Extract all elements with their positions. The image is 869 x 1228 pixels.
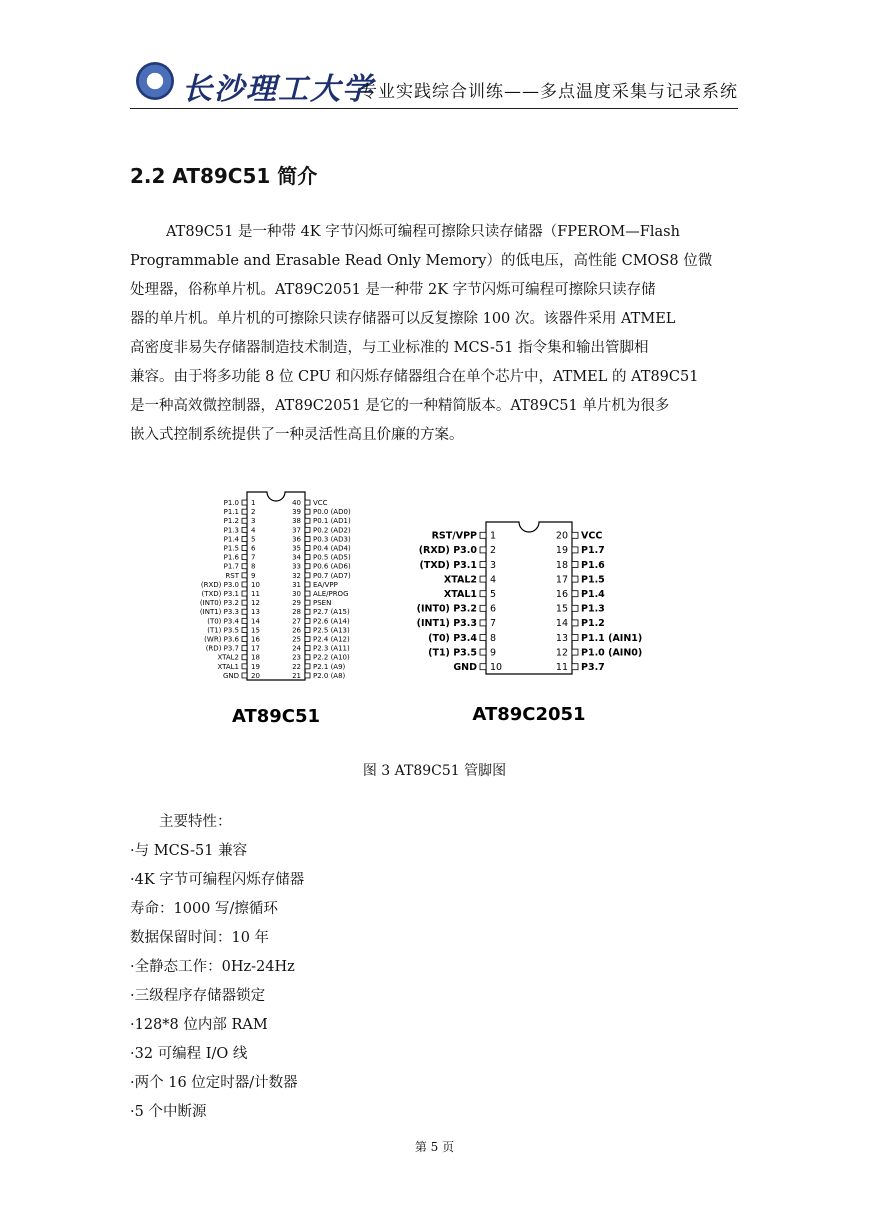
- pin-number: 10: [490, 662, 503, 674]
- pin-label: (INT1) P3.3: [199, 608, 239, 617]
- pin-label: (INT1) P3.3: [416, 618, 477, 630]
- pin-label: (T0) P3.4: [207, 617, 239, 626]
- pin-number: 5: [251, 535, 256, 544]
- pin-number: 33: [292, 562, 301, 571]
- pin-label: P1.7: [223, 562, 239, 571]
- pin-marker: [480, 605, 486, 611]
- pin-marker: [305, 564, 310, 569]
- figure-caption: 图 3 AT89C51 管脚图: [362, 763, 507, 779]
- pin-marker: [242, 655, 247, 660]
- pin-marker: [242, 527, 247, 532]
- feature-item: ·与 MCS-51 兼容: [130, 843, 248, 859]
- pin-label: P1.6: [223, 553, 239, 562]
- pin-marker: [305, 637, 310, 642]
- pin-marker: [305, 673, 310, 678]
- pin-marker: [305, 582, 310, 587]
- paragraph-line: Programmable and Erasable Read Only Memory）的低电压，高性能 CMOS8 位微: [130, 253, 713, 269]
- pin-label: (TXD) P3.1: [201, 590, 239, 598]
- pin-number: 8: [490, 632, 497, 644]
- pin-marker: [305, 509, 310, 514]
- pin-number: 9: [490, 647, 497, 659]
- pin-number: 16: [555, 589, 568, 601]
- pin-marker: [242, 518, 247, 523]
- pin-marker: [572, 547, 578, 553]
- pin-label: GND: [222, 671, 239, 680]
- pin-label: RST: [225, 571, 239, 580]
- pin-label: ALE/PROG: [313, 590, 349, 598]
- pin-number: 6: [490, 603, 497, 615]
- paragraph-line: 器的单片机。单片机的可擦除只读存储器可以反复擦除 100 次。该器件采用 ATMEL: [130, 311, 676, 327]
- pin-label: XTAL2: [443, 574, 477, 586]
- pin-marker: [305, 618, 310, 623]
- feature-item: ·128*8 位内部 RAM: [130, 1017, 268, 1033]
- pin-number: 38: [292, 517, 301, 526]
- pin-number: 11: [555, 662, 568, 674]
- pin-number: 6: [251, 544, 256, 553]
- pin-label: (RXD) P3.0: [200, 580, 239, 589]
- pin-label: P1.1: [223, 508, 239, 517]
- pin-marker: [305, 573, 310, 578]
- pin-number: 7: [490, 618, 497, 630]
- pin-label: VCC: [581, 530, 603, 542]
- pin-label: P1.1 (AIN1): [581, 632, 643, 644]
- pin-marker: [480, 576, 486, 582]
- pin-label: P0.0 (AD0): [313, 508, 351, 517]
- pin-number: 26: [292, 626, 301, 635]
- pin-label: P1.4: [581, 589, 605, 601]
- pin-number: 2: [490, 545, 497, 557]
- pin-number: 3: [490, 559, 497, 571]
- pin-marker: [480, 649, 486, 655]
- intro-paragraph: [130, 218, 738, 450]
- page-number: 第 5 页: [414, 1140, 455, 1154]
- pin-number: 15: [555, 603, 568, 615]
- pin-label: P3.7: [581, 662, 605, 674]
- pin-label: P1.0: [223, 499, 239, 507]
- pin-marker: [572, 562, 578, 568]
- page-header: [130, 62, 738, 109]
- pin-marker: [305, 527, 310, 532]
- pin-marker: [242, 600, 247, 605]
- feature-item: ·全静态工作：0Hz-24Hz: [130, 959, 295, 975]
- paragraph-line: 高密度非易失存储器制造技术制造，与工业标准的 MCS-51 指令集和输出管脚相: [130, 340, 649, 356]
- pin-label: P2.1 (A9): [313, 662, 346, 671]
- university-seal-icon: [136, 62, 174, 100]
- pin-number: 27: [292, 617, 301, 626]
- pin-number: 30: [292, 590, 301, 598]
- pin-label: XTAL2: [217, 653, 239, 662]
- pin-number: 39: [292, 508, 301, 517]
- pin-number: 23: [292, 653, 301, 662]
- pin-label: GND: [453, 662, 477, 674]
- pin-marker: [242, 536, 247, 541]
- pin-number: 20: [251, 671, 260, 680]
- pin-marker: [242, 673, 247, 678]
- pin-number: 17: [555, 574, 568, 586]
- pin-label: (INT0) P3.2: [199, 599, 239, 608]
- pin-label: (T1) P3.5: [428, 647, 477, 659]
- pin-marker: [480, 664, 486, 670]
- pin-marker: [572, 532, 578, 538]
- pin-marker: [305, 664, 310, 669]
- chip-name: AT89C51: [231, 706, 321, 727]
- pin-marker: [305, 646, 310, 651]
- pin-number: 2: [251, 508, 256, 517]
- pin-label: P1.2: [581, 618, 605, 630]
- pin-marker: [305, 655, 310, 660]
- pin-number: 21: [292, 671, 301, 680]
- paragraph-line: 嵌入式控制系统提供了一种灵活性高且价廉的方案。: [130, 427, 464, 443]
- pin-label: P0.1 (AD1): [313, 517, 351, 526]
- pin-number: 32: [292, 571, 301, 580]
- pin-label: (RXD) P3.0: [418, 545, 477, 557]
- pin-label: P1.7: [581, 545, 605, 557]
- pin-label: (INT0) P3.2: [416, 603, 477, 615]
- feature-item: ·两个 16 位定时器/计数器: [130, 1075, 298, 1091]
- pin-marker: [572, 620, 578, 626]
- pin-number: 11: [251, 590, 260, 598]
- pin-number: 14: [251, 617, 260, 626]
- pin-marker: [480, 591, 486, 597]
- feature-item: ·4K 字节可编程闪烁存储器: [130, 872, 305, 888]
- pin-label: EA/VPP: [313, 580, 338, 589]
- pin-marker: [480, 635, 486, 641]
- pin-number: 37: [292, 526, 301, 535]
- pin-number: 40: [292, 499, 301, 507]
- pin-marker: [572, 576, 578, 582]
- pin-marker: [242, 664, 247, 669]
- pin-label: P1.3: [223, 526, 239, 535]
- pin-label: P2.3 (A11): [313, 644, 350, 653]
- pin-number: 15: [251, 626, 260, 635]
- pin-label: P1.2: [223, 517, 239, 526]
- features-list: [130, 808, 304, 1127]
- pin-marker: [480, 562, 486, 568]
- pin-label: P2.5 (A13): [313, 626, 350, 635]
- pin-label: VCC: [313, 499, 328, 507]
- pin-label: PSEN: [313, 599, 332, 608]
- feature-item: ·32 可编程 I/O 线: [130, 1046, 248, 1062]
- pin-marker: [242, 500, 247, 505]
- paragraph-line: AT89C51 是一种带 4K 字节闪烁可编程可擦除只读存储器（FPEROM—Flash: [166, 224, 680, 240]
- university-logo-text: 长沙理工大学: [182, 72, 374, 107]
- section-heading: 2.2 AT89C51 简介: [130, 164, 318, 188]
- pin-marker: [242, 627, 247, 632]
- pin-label: P0.4 (AD4): [313, 544, 351, 553]
- pin-label: (T0) P3.4: [428, 632, 477, 644]
- pin-number: 1: [490, 530, 497, 542]
- pin-number: 12: [555, 647, 568, 659]
- pin-label: P1.5: [581, 574, 605, 586]
- pin-marker: [572, 664, 578, 670]
- pin-number: 5: [490, 589, 497, 601]
- pin-label: RST/VPP: [431, 530, 477, 542]
- pin-label: XTAL1: [443, 589, 477, 601]
- pin-number: 13: [555, 632, 568, 644]
- pin-number: 20: [555, 530, 568, 542]
- pinout-figure: [170, 490, 643, 730]
- pin-marker: [305, 591, 310, 596]
- pin-number: 4: [251, 526, 256, 535]
- pin-label: P1.4: [223, 535, 239, 544]
- pin-marker: [242, 591, 247, 596]
- pin-marker: [242, 564, 247, 569]
- pin-number: 34: [292, 553, 301, 562]
- pin-number: 35: [292, 544, 301, 553]
- feature-item: 主要特性：: [130, 814, 232, 830]
- pin-marker: [305, 555, 310, 560]
- paragraph-line: 兼容。由于将多功能 8 位 CPU 和闪烁存储器组合在单个芯片中，ATMEL 的 AT89C51: [130, 369, 699, 385]
- pin-number: 18: [555, 559, 568, 571]
- chip-name: AT89C2051: [472, 704, 586, 725]
- feature-item: ·5 个中断源: [130, 1104, 207, 1120]
- pin-label: (WR) P3.6: [204, 635, 239, 644]
- pin-marker: [305, 600, 310, 605]
- pin-label: P0.5 (AD5): [313, 553, 351, 562]
- pin-marker: [242, 555, 247, 560]
- pin-number: 18: [251, 653, 260, 662]
- pin-marker: [572, 649, 578, 655]
- pin-marker: [242, 646, 247, 651]
- pin-number: 28: [292, 608, 301, 617]
- pin-number: 4: [490, 574, 497, 586]
- pin-number: 7: [251, 553, 256, 562]
- pin-number: 29: [292, 599, 301, 608]
- pin-number: 16: [251, 635, 260, 644]
- pin-label: P0.3 (AD3): [313, 535, 351, 544]
- pin-marker: [242, 582, 247, 587]
- pin-marker: [480, 532, 486, 538]
- pin-label: P1.6: [581, 559, 605, 571]
- pin-number: 25: [292, 635, 301, 644]
- pin-label: P0.7 (AD7): [313, 571, 351, 580]
- feature-item: 寿命：1000 写/擦循环: [130, 901, 278, 917]
- pin-number: 9: [251, 571, 256, 580]
- pin-number: 12: [251, 599, 260, 608]
- pin-marker: [242, 509, 247, 514]
- pin-label: (TXD) P3.1: [419, 559, 477, 571]
- pin-marker: [572, 591, 578, 597]
- pin-marker: [305, 518, 310, 523]
- pin-marker: [305, 546, 310, 551]
- pin-label: P1.5: [223, 544, 239, 553]
- pin-number: 17: [251, 644, 260, 653]
- pin-label: P1.0 (AIN0): [581, 647, 643, 659]
- pin-marker: [480, 620, 486, 626]
- pin-number: 31: [292, 580, 301, 589]
- pin-label: (T1) P3.5: [207, 626, 239, 635]
- pin-marker: [305, 627, 310, 632]
- pin-label: P2.2 (A10): [313, 653, 350, 662]
- pin-label: P2.6 (A14): [313, 617, 350, 626]
- pin-marker: [572, 605, 578, 611]
- feature-item: ·三级程序存储器锁定: [130, 988, 266, 1004]
- pin-marker: [242, 573, 247, 578]
- pin-marker: [305, 609, 310, 614]
- pin-marker: [242, 609, 247, 614]
- pin-label: P0.6 (AD6): [313, 562, 351, 571]
- pin-number: 13: [251, 608, 260, 617]
- pin-label: P2.7 (A15): [313, 608, 350, 617]
- pin-number: 36: [292, 535, 301, 544]
- pin-label: XTAL1: [217, 662, 239, 671]
- pin-marker: [242, 637, 247, 642]
- pin-number: 10: [251, 580, 260, 589]
- pin-marker: [480, 547, 486, 553]
- feature-item: 数据保留时间：10 年: [130, 930, 270, 946]
- pin-number: 14: [555, 618, 568, 630]
- pin-number: 1: [251, 499, 256, 507]
- pin-label: P2.4 (A12): [313, 635, 350, 644]
- paragraph-line: 是一种高效微控制器，AT89C2051 是它的一种精简版本。AT89C51 单片机为很多: [130, 398, 670, 414]
- pin-number: 8: [251, 562, 256, 571]
- pin-marker: [305, 500, 310, 505]
- pin-marker: [242, 546, 247, 551]
- pin-marker: [305, 536, 310, 541]
- pin-marker: [242, 618, 247, 623]
- pin-marker: [572, 635, 578, 641]
- pin-label: P0.2 (AD2): [313, 526, 351, 535]
- pin-number: 22: [292, 662, 301, 671]
- header-title: 专业实践综合训练——多点温度采集与记录系统: [360, 82, 738, 102]
- pin-number: 19: [555, 545, 568, 557]
- pin-number: 19: [251, 662, 260, 671]
- pin-number: 3: [251, 517, 256, 526]
- pin-label: P2.0 (A8): [313, 671, 346, 680]
- paragraph-line: 处理器，俗称单片机。AT89C2051 是一种带 2K 字节闪烁可编程可擦除只读存储: [130, 282, 656, 298]
- pin-label: P1.3: [581, 603, 605, 615]
- pin-label: (RD) P3.7: [205, 644, 239, 653]
- pin-number: 24: [292, 644, 301, 653]
